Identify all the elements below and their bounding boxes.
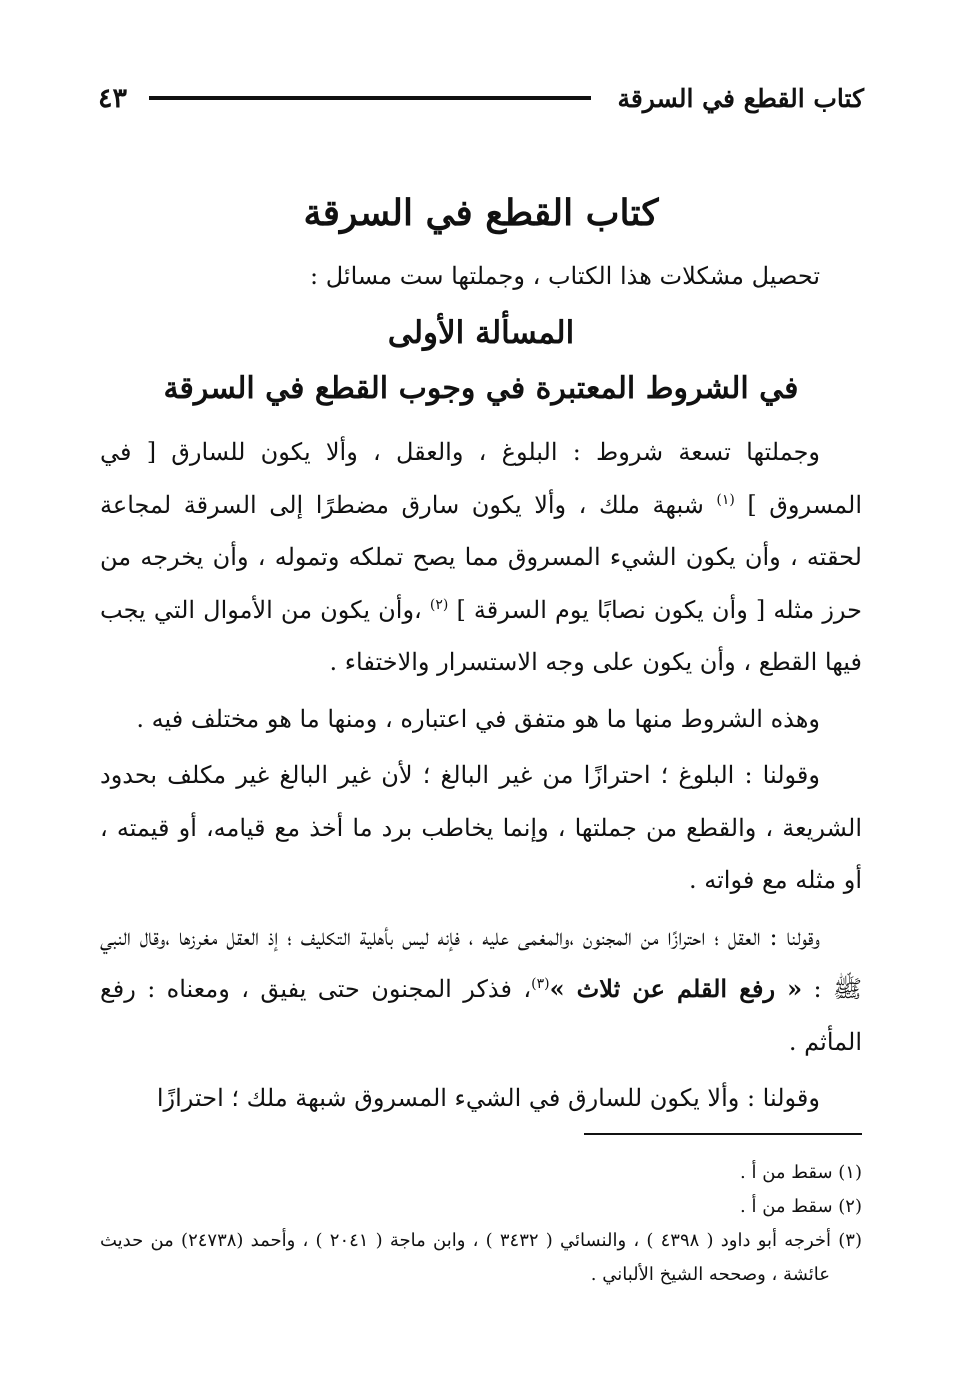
paragraph-text: وجملتها تسعة شروط : البلوغ ، والعقل ، وألا يكون للسارق [ في المسروق ] xyxy=(100,438,862,519)
footnote-ref-3: (٣) xyxy=(531,976,550,992)
running-title: كتاب القطع في السرقة xyxy=(617,83,864,113)
paragraph-reason xyxy=(100,911,862,1069)
footnote-ref-2: (٢) xyxy=(429,596,449,613)
main-text xyxy=(100,188,862,1129)
paragraph-ownership: وقولنا : وألا يكون للسارق في الشيء المسروق شبهة ملك ؛ احترازًا xyxy=(156,1084,820,1112)
intro-line: تحصيل مشكلات هذا الكتاب ، وجملتها ست مسائل : xyxy=(310,262,820,290)
issue-title: المسألة الأولى xyxy=(387,315,575,351)
paragraph-text: شبهة ملك ، وألا يكون سارق مضطرًا إلى السرقة لمجاعة لحقته ، وأن يكون الشيء المسروق مما يصح تملكه وتموله ، وأن يخرجه من حرز مثله [ وأن يكون نصابًا يوم السرقة ] xyxy=(100,490,862,624)
footnote-ref-1: (١) xyxy=(716,491,735,508)
header-rule xyxy=(149,96,591,100)
paragraph-text: وقولنا : العقل ؛ احترازًا من المجنون ،والمغمى عليه ، فإنه ليس بأهلية التكليف ؛ إذ العقل مغرزها ،وقال النبي ﷺ : xyxy=(100,922,862,1003)
paragraph-text: ،وأن يكون من الأموال التي يجب فيها القطع ، وأن يكون على وجه الاستسرار والاختفاء . xyxy=(100,595,862,676)
paragraph-conditions xyxy=(100,426,862,689)
paragraph-text: ، فذكر المجنون حتى يفيق ، ومعناه : رفع المأثم . xyxy=(100,975,862,1056)
footnote-rule xyxy=(584,1133,862,1135)
book-title: كتاب القطع في السرقة xyxy=(303,192,659,234)
running-header xyxy=(98,76,864,120)
paragraph-puberty: وقولنا : البلوغ ؛ احترازًا من غير البالغ ؛ لأن غير البالغ غير مكلف بحدود الشريعة ، والقطع من جملتها ، وإنما يخاطب برد ما أخذ مع قيامه، أو قيمته ، أو مثله مع فواته . xyxy=(100,761,862,894)
issue-subtitle: في الشروط المعتبرة في وجوب القطع في السرقة xyxy=(163,371,799,406)
paragraph-agreement: وهذه الشروط منها ما هو متفق في اعتباره ، ومنها ما هو مختلف فيه . xyxy=(136,704,820,733)
page-number: ٤٣ xyxy=(98,82,128,114)
footnotes xyxy=(100,1156,862,1292)
footnote-2: (٢) سقط من أ . xyxy=(740,1196,862,1217)
footnote-1: (١) سقط من أ . xyxy=(740,1162,862,1183)
hadith-quote: « رفع القلم عن ثلاث » xyxy=(549,974,803,1003)
footnote-3: (٣) أخرجه أبو داود ( ٤٣٩٨ ) ، والنسائي ( ٣٤٣٢ ) ، وابن ماجة ( ٢٠٤١ ) ، وأحمد (٢٤٧٣٨) من حديث عائشة ، وصححه الشيخ الألباني . xyxy=(100,1230,862,1285)
